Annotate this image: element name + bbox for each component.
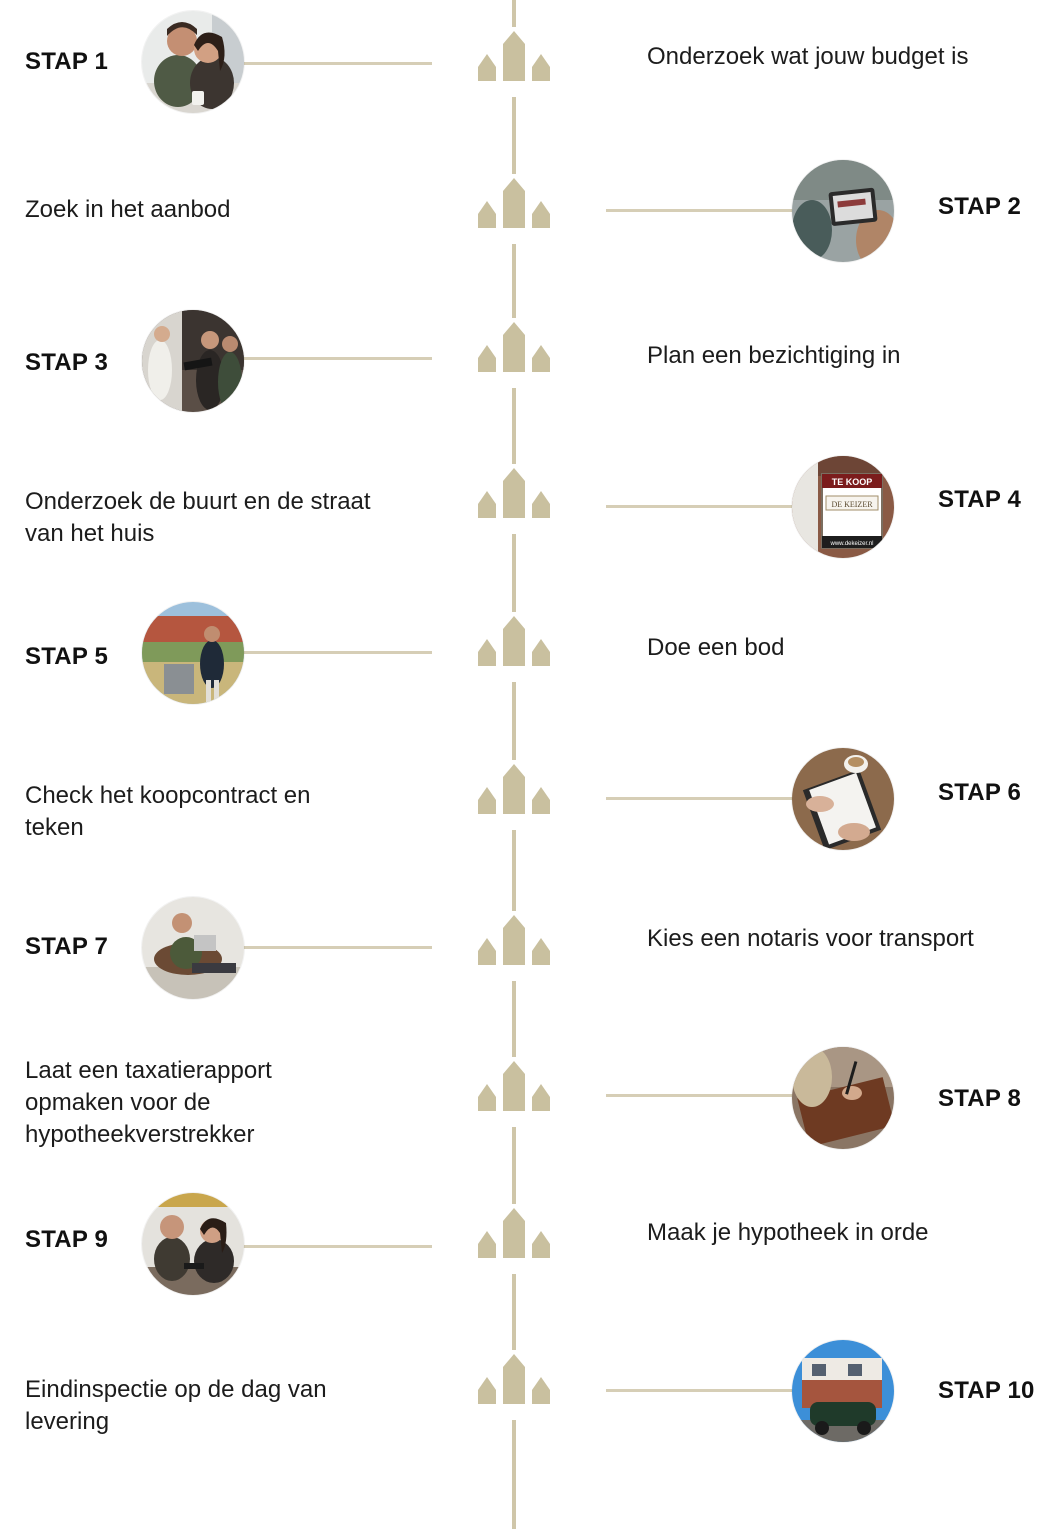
timeline-step-1 xyxy=(0,3,1064,123)
timeline-step-4 xyxy=(0,446,1064,566)
houses-icon xyxy=(460,27,568,97)
step-photo-tablet-listing xyxy=(792,160,894,262)
step-photo-couple-at-laptop xyxy=(142,11,244,113)
sign-title: TE KOOP xyxy=(831,477,873,487)
step-label: STAP 2 xyxy=(938,193,1022,220)
step-description: Maak je hypotheek in orde xyxy=(647,1219,929,1246)
timeline-step-3 xyxy=(0,298,1064,418)
step-label: STAP 4 xyxy=(938,486,1022,513)
timeline-step-8 xyxy=(0,1035,1064,1155)
step-label: STAP 7 xyxy=(25,933,109,960)
step-photo-house-viewing xyxy=(142,310,244,412)
step-photo-man-with-laptop-chair xyxy=(142,897,244,999)
step-photo-appraiser-writing xyxy=(792,1047,894,1149)
sign-url: www.dekeizer.nl xyxy=(830,541,874,547)
step-label: STAP 1 xyxy=(25,48,109,75)
step-description: Zoek in het aanbod xyxy=(25,196,231,223)
houses-icon xyxy=(460,1204,568,1274)
step-label: STAP 3 xyxy=(25,349,109,376)
step-description: Kies een notaris voor transport xyxy=(647,925,974,952)
timeline-step-10 xyxy=(0,1330,1064,1450)
step-description: Eindinspectie op de dag van levering xyxy=(25,1376,327,1435)
sign-brand: DE KEIZER xyxy=(831,500,873,509)
step-photo-signing-contract xyxy=(792,748,894,850)
step-label: STAP 8 xyxy=(938,1085,1022,1112)
step-description: Laat een taxatierapport opmaken voor de hypotheekverstrekker xyxy=(25,1057,272,1148)
step-description: Onderzoek wat jouw budget is xyxy=(647,43,969,70)
timeline-step-5 xyxy=(0,592,1064,712)
step-photo-man-on-phone xyxy=(142,602,244,704)
step-description: Plan een bezichtiging in xyxy=(647,342,901,369)
step-label: STAP 10 xyxy=(938,1377,1035,1404)
timeline-step-7 xyxy=(0,887,1064,1007)
timeline-step-2 xyxy=(0,150,1064,270)
step-photo-couple-at-desk xyxy=(142,1193,244,1295)
step-photo-for-sale-sign xyxy=(792,456,894,558)
houses-icon xyxy=(460,911,568,981)
houses-icon xyxy=(460,612,568,682)
step-label: STAP 6 xyxy=(938,779,1022,806)
step-label: STAP 5 xyxy=(25,643,109,670)
step-photo-car-in-front-of-house xyxy=(792,1340,894,1442)
houses-icon xyxy=(460,1350,568,1420)
houses-icon xyxy=(460,760,568,830)
step-label: STAP 9 xyxy=(25,1226,109,1253)
step-description: Doe een bod xyxy=(647,634,785,661)
step-description: Onderzoek de buurt en de straat van het huis xyxy=(25,488,371,547)
timeline-step-6 xyxy=(0,738,1064,858)
step-description: Check het koopcontract en teken xyxy=(25,782,311,841)
houses-icon xyxy=(460,174,568,244)
houses-icon xyxy=(460,1057,568,1127)
timeline-step-9 xyxy=(0,1186,1064,1306)
houses-icon xyxy=(460,464,568,534)
houses-icon xyxy=(460,318,568,388)
